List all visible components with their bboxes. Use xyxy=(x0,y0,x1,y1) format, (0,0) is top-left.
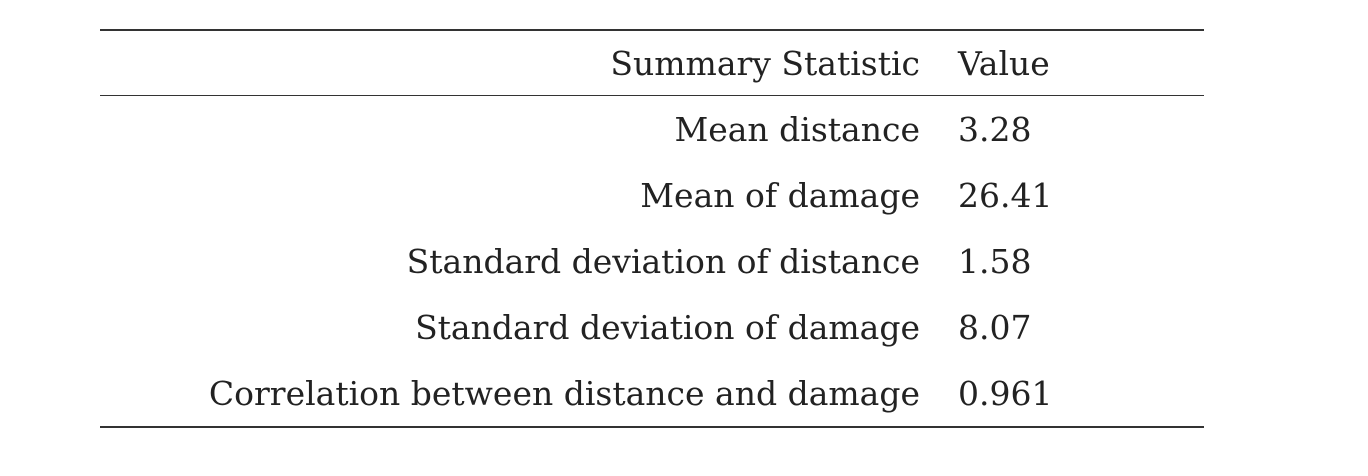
row-value: 26.41 xyxy=(958,175,1053,215)
row-statistic-label: Mean distance xyxy=(674,109,920,149)
table-bottom-rule xyxy=(100,426,1204,428)
table-row xyxy=(100,360,1204,426)
header-value: Value xyxy=(958,43,1050,83)
row-statistic-label: Standard deviation of distance xyxy=(406,241,920,281)
row-value: 1.58 xyxy=(958,241,1032,281)
table-row xyxy=(100,228,1204,294)
table-row xyxy=(100,96,1204,162)
row-value: 3.28 xyxy=(958,109,1032,149)
row-statistic-label: Standard deviation of damage xyxy=(415,307,920,347)
row-value: 0.961 xyxy=(958,373,1053,413)
row-statistic-label: Mean of damage xyxy=(640,175,920,215)
row-value: 8.07 xyxy=(958,307,1032,347)
table-row xyxy=(100,294,1204,360)
header-summary-statistic: Summary Statistic xyxy=(610,43,920,83)
table-body xyxy=(100,96,1204,426)
summary-statistics-table xyxy=(100,29,1204,428)
row-statistic-label: Correlation between distance and damage xyxy=(208,373,920,413)
table-header-row xyxy=(100,31,1204,95)
table-row xyxy=(100,162,1204,228)
